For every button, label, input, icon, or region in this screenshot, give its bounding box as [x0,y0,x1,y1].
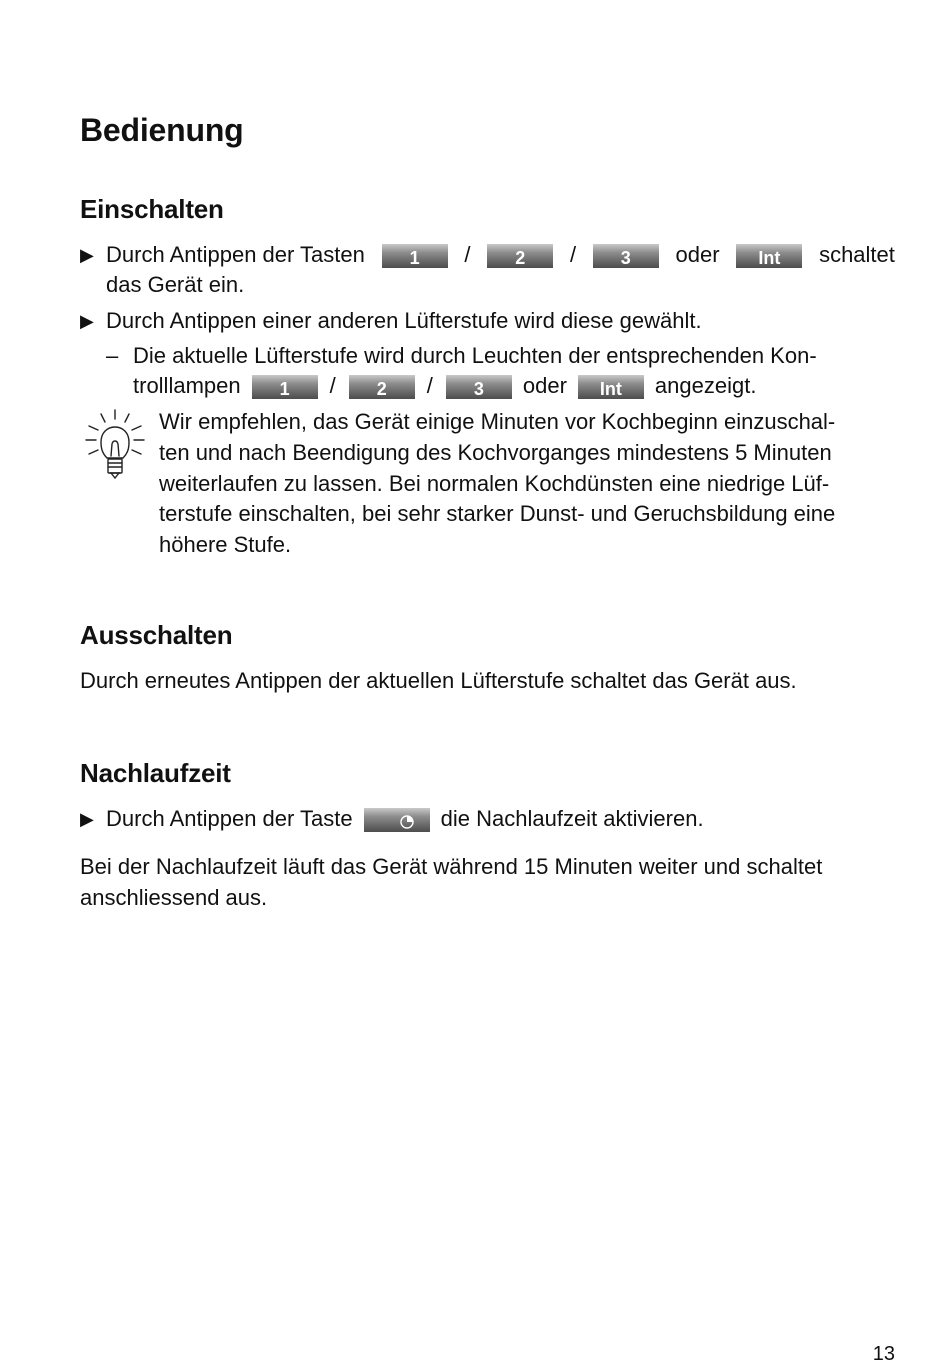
tip-line-5: höhere Stufe. [159,532,292,557]
einschalten-bullet-1-line-1: Durch Antippen der Tasten 1 / 2 / 3 oder Int schaltet [106,242,895,268]
section-heading-ausschalten: Ausschalten [80,620,233,650]
tip-line-2: ten und nach Beendigung des Kochvorganges mindestens 5 Minuten [159,440,832,465]
key-2: 2 [487,244,553,268]
nachlaufzeit-para-line-1: Bei der Nachlaufzeit läuft das Gerät während 15 Minuten weiter und schaltet [80,854,823,879]
key-3: 3 [593,244,659,268]
lamp-int: Int [578,375,644,399]
tip-line-1: Wir empfehlen, das Gerät einige Minuten vor Kochbeginn einzuschal- [159,409,836,434]
dash-item-line-2: trolllampen 1 / 2 / 3 oder Int angezeigt. [133,373,757,399]
tip-line-4: terstufe einschalten, bei sehr starker Dunst- und Geruchsbildung eine [159,501,836,526]
triangle-right-icon: ▶ [80,245,94,265]
lightbulb-icon [83,408,147,480]
nachlaufzeit-para-line-2: anschliessend aus. [80,885,268,910]
section-heading-einschalten: Einschalten [80,194,224,224]
clock-icon [399,814,415,830]
dash-marker: – [106,343,119,368]
page-title: Bedienung [80,112,244,148]
triangle-right-icon: ▶ [80,809,94,829]
ausschalten-text: Durch erneutes Antippen der aktuellen Lüfterstufe schaltet das Gerät aus. [80,668,797,693]
timer-key [364,808,430,832]
einschalten-bullet-2: Durch Antippen einer anderen Lüfterstufe wird diese gewählt. [106,308,702,333]
section-heading-nachlaufzeit: Nachlaufzeit [80,758,231,788]
lamp-2: 2 [349,375,415,399]
lamp-3: 3 [446,375,512,399]
triangle-right-icon: ▶ [80,311,94,331]
page-number: 13 [872,1343,895,1365]
dash-item-line-1: Die aktuelle Lüfterstufe wird durch Leuchten der entsprechenden Kon- [133,343,817,368]
einschalten-bullet-1-line-2: das Gerät ein. [106,272,245,297]
tip-line-3: weiterlaufen zu lassen. Bei normalen Kochdünsten eine niedrige Lüf- [159,471,830,496]
key-int: Int [736,244,802,268]
lamp-1: 1 [252,375,318,399]
key-1: 1 [382,244,448,268]
nachlaufzeit-bullet: Durch Antippen der Taste die Nachlaufzeit aktivieren. [106,806,704,831]
